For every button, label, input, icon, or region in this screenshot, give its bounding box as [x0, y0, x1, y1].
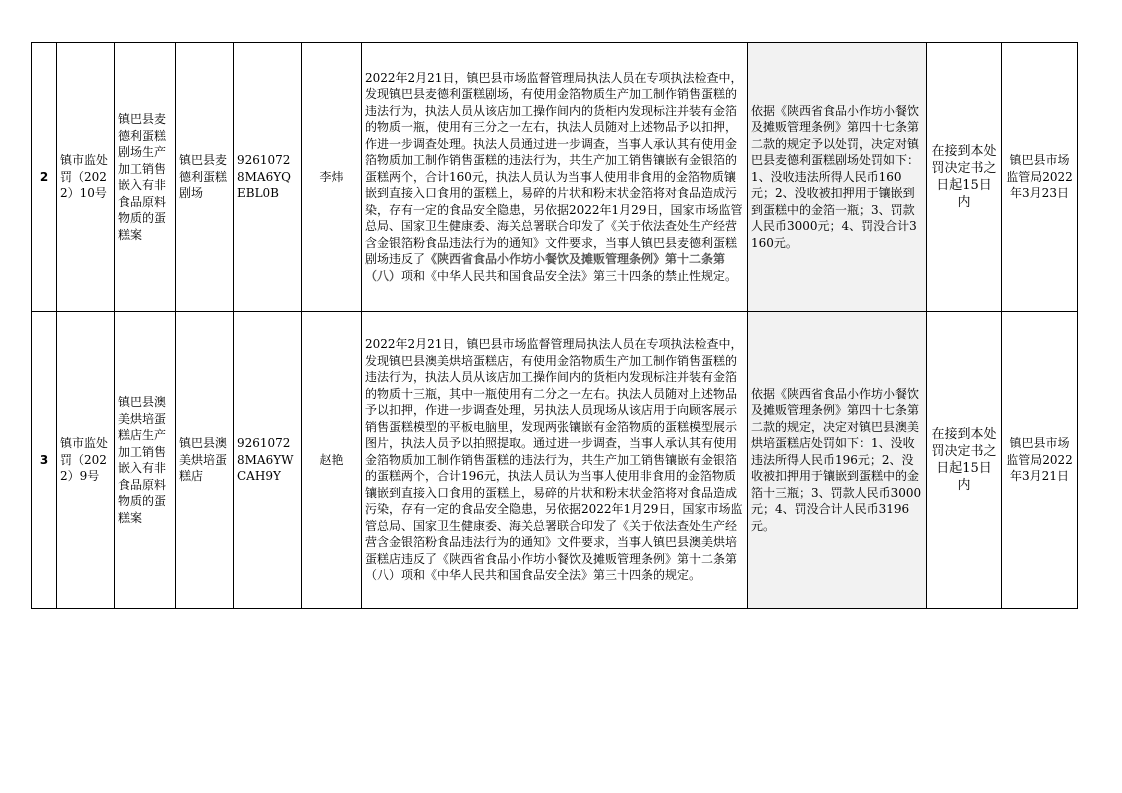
row-number: 3: [32, 312, 57, 609]
authority-and-date: 镇巴县市场监管局2022年3月23日: [1002, 43, 1078, 312]
violation-facts-tail: 项和《中华人民共和国食品安全法》第三十四条的禁止性规定。: [401, 268, 738, 283]
authority-and-date: 镇巴县市场监管局2022年3月21日: [1002, 312, 1078, 609]
party-name: 镇巴县麦德利蛋糕剧场: [176, 43, 234, 312]
performance-deadline: 在接到本处罚决定书之日起15日内: [927, 43, 1002, 312]
row-number: 2: [32, 43, 57, 312]
credit-code: 92610728MA6YQEBL0B: [234, 43, 302, 312]
table-row: [32, 312, 1078, 609]
decision-document-number: 镇市监处罚（2022）10号: [57, 43, 115, 312]
violation-facts-text: 2022年2月21日，镇巴县市场监督管理局执法人员在专项执法检查中，发现镇巴县麦德利蛋糕剧场，有使用金箔物质生产加工制作销售蛋糕的违法行为，执法人员从该店加工操作间内的货柜内发现标注并装有金箔的物质一瓶，使用有三分之一左右，执法人员随对上述物品予以扣押，作进一步调查处理。执法人员通过进一步调查，当事人承认其有使用金箔物质加工制作销售蛋糕的违法行为，共生产加工销售镶嵌有金银箔的蛋糕两个，合计160元，执法人员认为当事人使用非食用的金箔物质镶嵌到直接入口食用的蛋糕上，易碎的片状和粉末状金箔将对食品造成污染，存有一定的食品安全隐患，另依据2022年1月29日，国家市场监管总局、国家卫生健康委、海关总署联合印发了《关于依法查处生产经营含金银箔粉食品违法行为的通知》文件要求，当事人镇巴县麦德利蛋糕剧场违反了: [365, 70, 743, 267]
penalty-records-table: [31, 42, 1078, 609]
performance-deadline: 在接到本处罚决定书之日起15日内: [927, 312, 1002, 609]
violation-facts-highlight: 《陕西省食品小作坊小餐饮及摊贩管理条例》第十二条第（八）: [365, 252, 726, 283]
decision-document-number: 镇市监处罚（2022）9号: [57, 312, 115, 609]
case-name: 镇巴县麦德利蛋糕剧场生产加工销售嵌入有非食品原料物质的蛋糕案: [115, 43, 176, 312]
legal-representative: 赵艳: [302, 312, 362, 609]
party-name: 镇巴县澳美烘培蛋糕店: [176, 312, 234, 609]
violation-facts: [362, 43, 748, 312]
penalty-basis: 依据《陕西省食品小作坊小餐饮及摊贩管理条例》第四十七条第二款的规定，决定对镇巴县澳美烘培蛋糕店处罚如下：1、没收违法所得人民币196元；2、没收被扣押用于镶嵌到蛋糕中的金箔十三瓶；3、罚款人民币3000元；4、罚没合计人民币3196元。: [748, 312, 927, 609]
credit-code: 92610728MA6YWCAH9Y: [234, 312, 302, 609]
legal-representative: 李炜: [302, 43, 362, 312]
violation-facts: 2022年2月21日，镇巴县市场监督管理局执法人员在专项执法检查中，发现镇巴县澳美烘培蛋糕店，有使用金箔物质生产加工制作销售蛋糕的违法行为，执法人员从该店加工操作间内的货柜内发现标注并装有金箔的物质十三瓶，其中一瓶使用有二分之一左右。执法人员随对上述物品予以扣押，作进一步调查处理，另执法人员现场从该店用于向顾客展示销售蛋糕模型的平板电脑里，发现两张镶嵌有金箔物质的蛋糕模型展示图片，执法人员予以拍照提取。通过进一步调查，当事人承认其有使用金箔物质加工制作销售蛋糕的违法行为，共生产加工销售镶嵌有金银箔的蛋糕两个，合计196元，执法人员认为当事人使用非食用的金箔物质镶嵌到直接入口食用的蛋糕上，易碎的片状和粉末状金箔将对食品造成污染，存有一定的食品安全隐患，另依据2022年1月29日，国家市场监管总局、国家卫生健康委、海关总署联合印发了《关于依法查处生产经营含金银箔粉食品违法行为的通知》文件要求，当事人镇巴县澳美烘培蛋糕店违反了《陕西省食品小作坊小餐饮及摊贩管理条例》第十二条第（八）项和《中华人民共和国食品安全法》第三十四条的规定。: [362, 312, 748, 609]
table-row: [32, 43, 1078, 312]
case-name: 镇巴县澳美烘培蛋糕店生产加工销售嵌入有非食品原料物质的蛋糕案: [115, 312, 176, 609]
penalty-basis: 依据《陕西省食品小作坊小餐饮及摊贩管理条例》第四十七条第二款的规定予以处罚，决定对镇巴县麦德利蛋糕剧场处罚如下： 1、没收违法所得人民币160元；2、没收被扣押用于镶嵌到到蛋糕中的金箔一瓶；3、罚款人民币3000元；4、罚没合计3160元。: [748, 43, 927, 312]
